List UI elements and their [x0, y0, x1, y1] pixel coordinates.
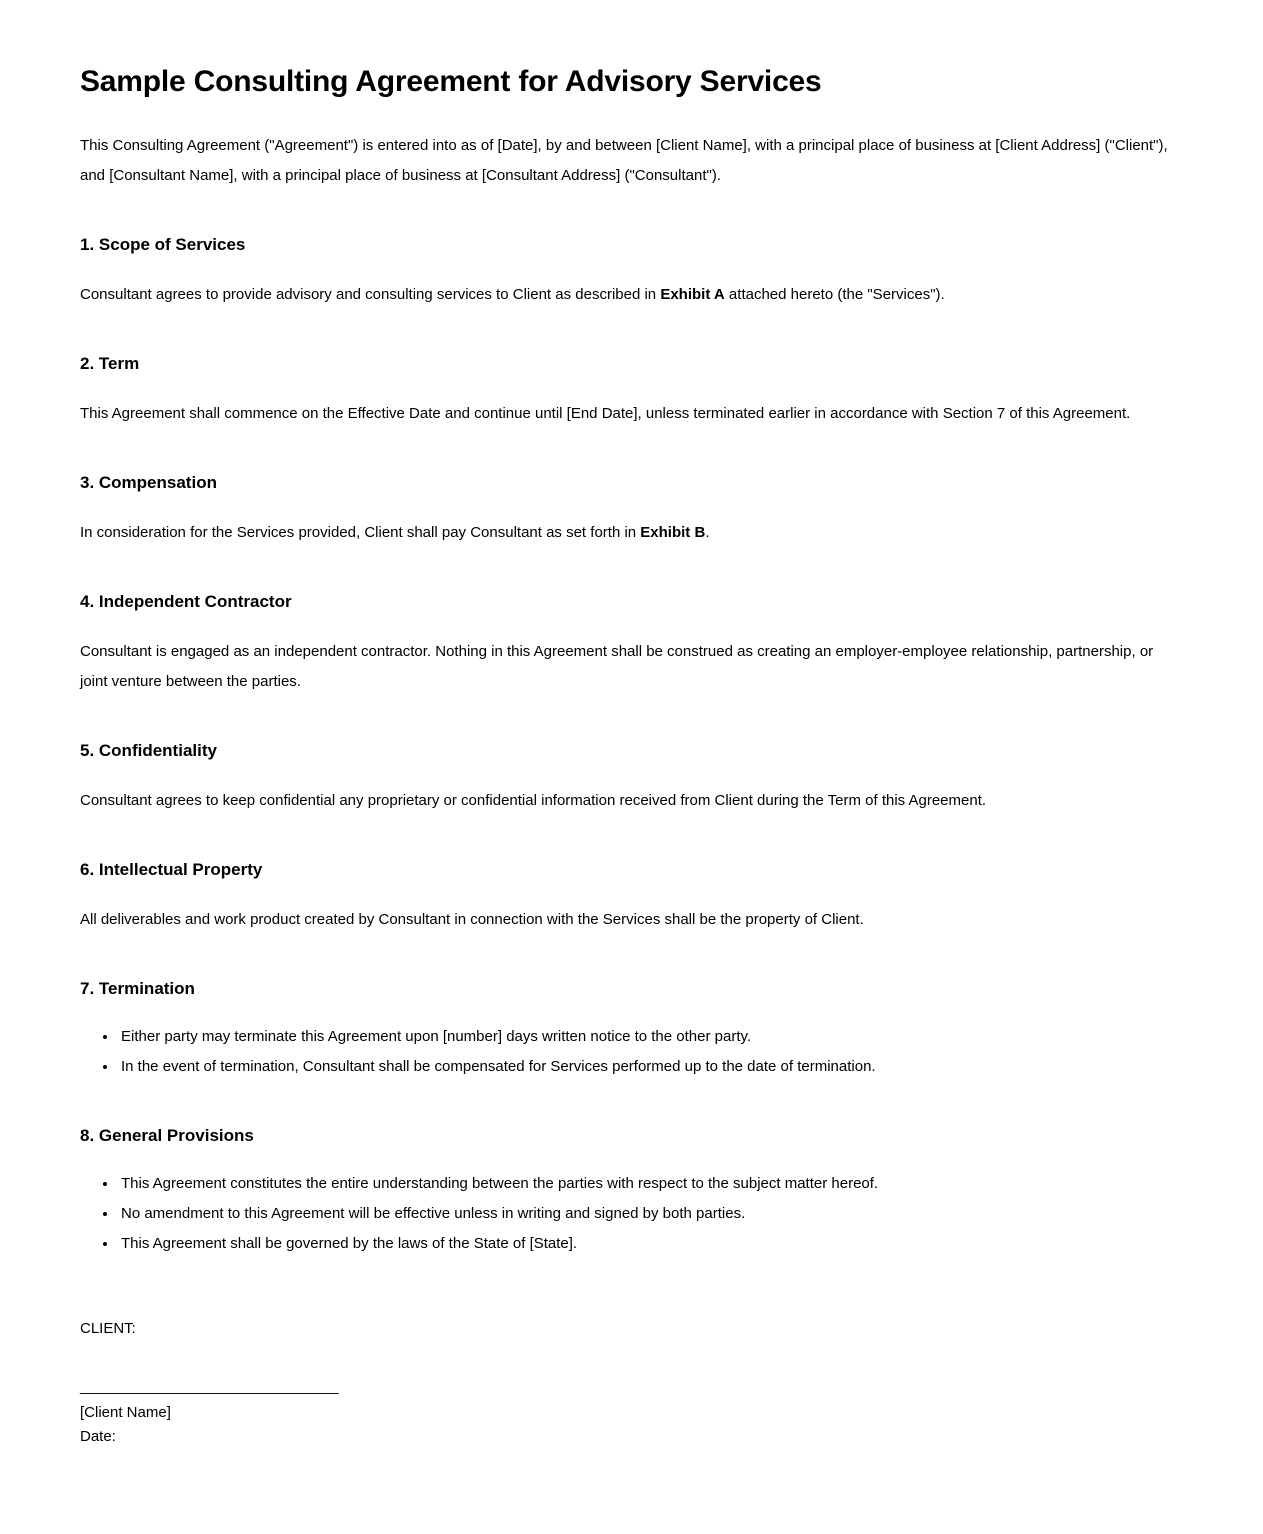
section-paragraph: This Agreement shall commence on the Effective Date and continue until [End Date], unless terminated earlier in accordance with Section 7 of this Agreement. — [80, 405, 1131, 422]
section-general-provisions — [80, 1125, 1170, 1259]
list-item: • In the event of termination, Consultant shall be compensated for Services performed up to the date of termination. — [118, 1052, 1170, 1082]
section-compensation — [80, 472, 1170, 548]
paragraph-text-before: In consideration for the Services provided, Client shall pay Consultant as set forth in — [80, 524, 641, 541]
exhibit-a-reference: Exhibit A — [660, 286, 725, 303]
list-item: • Either party may terminate this Agreement upon [number] days written notice to the other party. — [118, 1022, 1170, 1052]
section-paragraph: Consultant is engaged as an independent contractor. Nothing in this Agreement shall be construed as creating an employer-employee relationship, partnership, or joint venture between the parties. — [80, 643, 1154, 690]
paragraph-text-after: . — [705, 524, 710, 541]
list-item: • This Agreement constitutes the entire understanding between the parties with respect to the subject matter hereof. — [118, 1169, 1170, 1199]
section-paragraph — [80, 518, 1170, 548]
section-heading: 5. Confidentiality — [80, 741, 217, 760]
section-paragraph — [80, 280, 1170, 310]
section-heading: 3. Compensation — [80, 473, 217, 492]
section-independent-contractor — [80, 591, 1170, 697]
exhibit-b-reference: Exhibit B — [640, 524, 706, 541]
signature-line: _______________________________ — [80, 1378, 339, 1395]
client-signature-label: CLIENT: — [80, 1320, 136, 1337]
section-confidentiality — [80, 740, 1170, 816]
section-termination — [80, 978, 1170, 1082]
list-item: • This Agreement shall be governed by the laws of the State of [State]. — [118, 1229, 1170, 1259]
section-heading: 2. Term — [80, 354, 140, 373]
section-term — [80, 353, 1170, 429]
list-item: • No amendment to this Agreement will be effective unless in writing and signed by both parties. — [118, 1199, 1170, 1229]
paragraph-text-before: Consultant agrees to provide advisory and consulting services to Client as described in — [80, 286, 661, 303]
section-heading: 7. Termination — [80, 979, 195, 998]
section-heading: 1. Scope of Services — [80, 235, 246, 254]
section-scope-of-services — [80, 234, 1170, 310]
paragraph-text-after: attached hereto (the "Services"). — [724, 286, 945, 303]
section-paragraph: All deliverables and work product created by Consultant in connection with the Services shall be the property of Client. — [80, 911, 864, 928]
general-provisions-list — [80, 1169, 1170, 1259]
client-name-placeholder: [Client Name] — [80, 1404, 171, 1421]
termination-list — [80, 1022, 1170, 1082]
section-heading: 6. Intellectual Property — [80, 860, 263, 879]
section-heading: 8. General Provisions — [80, 1126, 254, 1145]
signature-block — [80, 1314, 1170, 1448]
section-intellectual-property — [80, 859, 1170, 935]
intro-paragraph: This Consulting Agreement ("Agreement") is entered into as of [Date], by and between [Client Name], with a principal place of business at [Client Address] ("Client"), and [Consultant Name], with a principal place of business at [Consultant Address] ("Consultant"). — [80, 137, 1168, 184]
section-heading: 4. Independent Contractor — [80, 592, 292, 611]
page-title: Sample Consulting Agreement for Advisory Services — [80, 65, 822, 98]
section-paragraph: Consultant agrees to keep confidential any proprietary or confidential information received from Client during the Term of this Agreement. — [80, 792, 987, 809]
client-date-label: Date: — [80, 1428, 116, 1445]
